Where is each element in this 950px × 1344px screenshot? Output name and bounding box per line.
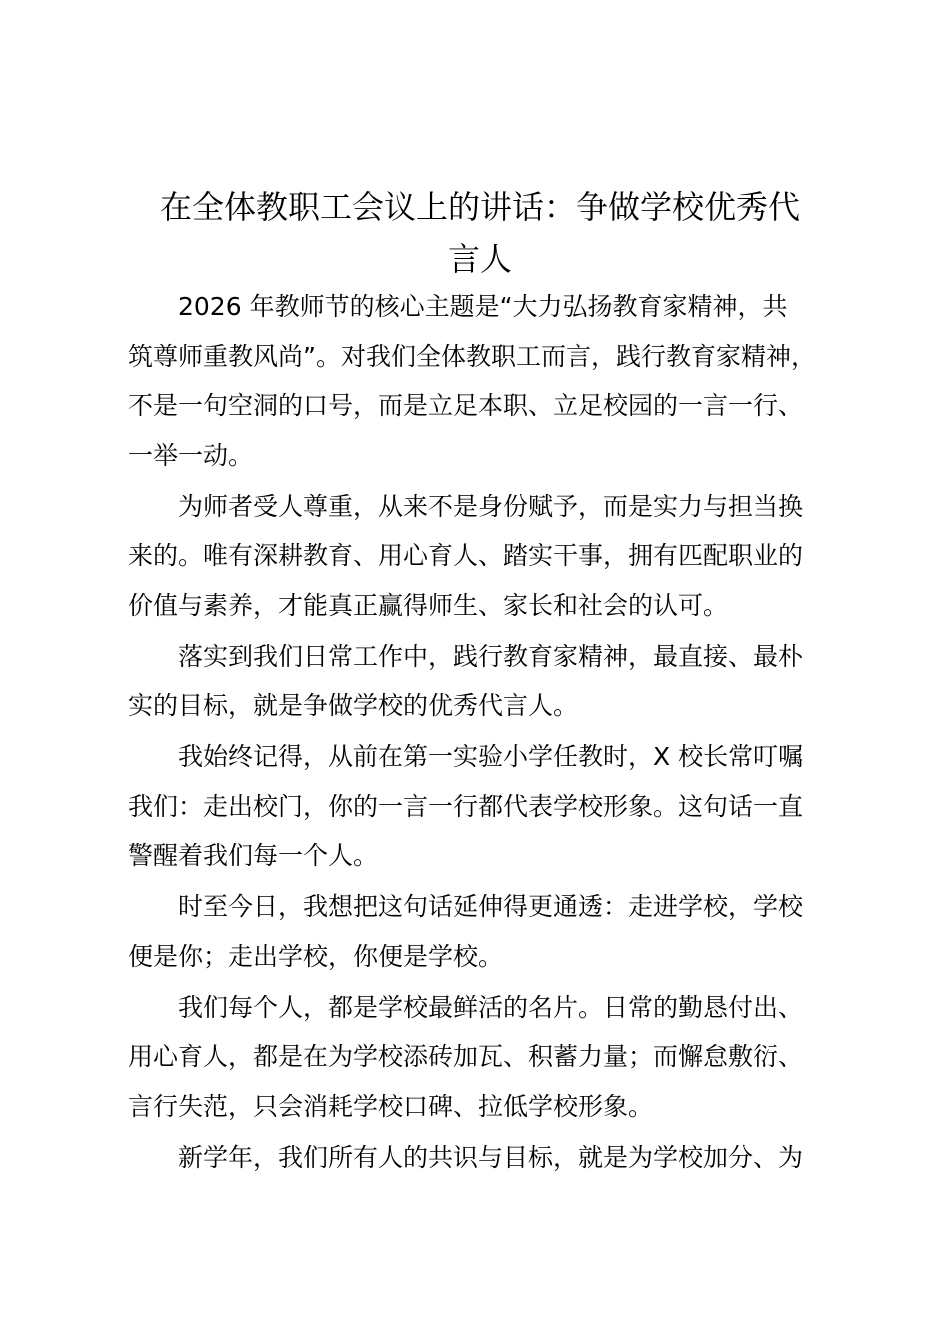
paragraph [128,983,838,1132]
paragraph [128,632,838,731]
paragraph [128,282,838,480]
paragraph-line: 来的。唯有深耕教育、用心育人、踏实干事，拥有匹配职业的 [128,541,804,570]
paragraph-line: 筑尊师重教风尚”。对我们全体教职工而言，践行教育家精神， [128,341,816,371]
document-title [120,181,840,285]
paragraph-line: 我们每个人，都是学校最鲜活的名片。日常的勤恳付出、 [178,992,804,1022]
paragraph-line: 实的目标，就是争做学校的优秀代言人。 [128,691,579,720]
paragraph-line: 便是你；走出学校，你便是学校。 [128,941,504,971]
paragraph [128,732,838,881]
paragraph-line: 2026 年教师节的核心主题是“大力弘扬教育家精神，共 [178,292,788,321]
paragraph [128,882,838,981]
paragraph-line: 新学年，我们所有人的共识与目标，就是为学校加分、为 [178,1142,804,1172]
paragraph-line: 一举一动。 [128,440,254,470]
paragraph-line: 时至今日，我想把这句话延伸得更通透：走进学校，学校 [178,892,804,921]
paragraph [128,1133,838,1183]
paragraph-line: 我们：走出校门，你的一言一行都代表学校形象。这句话一直 [128,791,804,821]
paragraph-line: 不是一句空洞的口号，而是立足本职、立足校园的一言一行、 [128,391,804,420]
title-line: 言人 [447,240,512,278]
paragraph-line: 言行失范，只会消耗学校口碑、拉低学校形象。 [128,1091,654,1121]
document-body [128,282,838,1182]
paragraph-line: 警醒着我们每一个人。 [128,841,379,870]
paragraph [128,482,838,631]
paragraph-line: 价值与素养，才能真正赢得师生、家长和社会的认可。 [128,590,729,620]
paragraph-line: 落实到我们日常工作中，践行教育家精神，最直接、最朴 [178,641,804,671]
paragraph-line: 为师者受人尊重，从来不是身份赋予，而是实力与担当换 [178,491,804,521]
title-line: 在全体教职工会议上的讲话：争做学校优秀代 [159,188,800,226]
paragraph-line: 我始终记得，从前在第一实验小学任教时，X 校长常叮嘱 [178,742,804,771]
paragraph-line: 用心育人，都是在为学校添砖加瓦、积蓄力量；而懈怠敷衍、 [128,1042,804,1071]
